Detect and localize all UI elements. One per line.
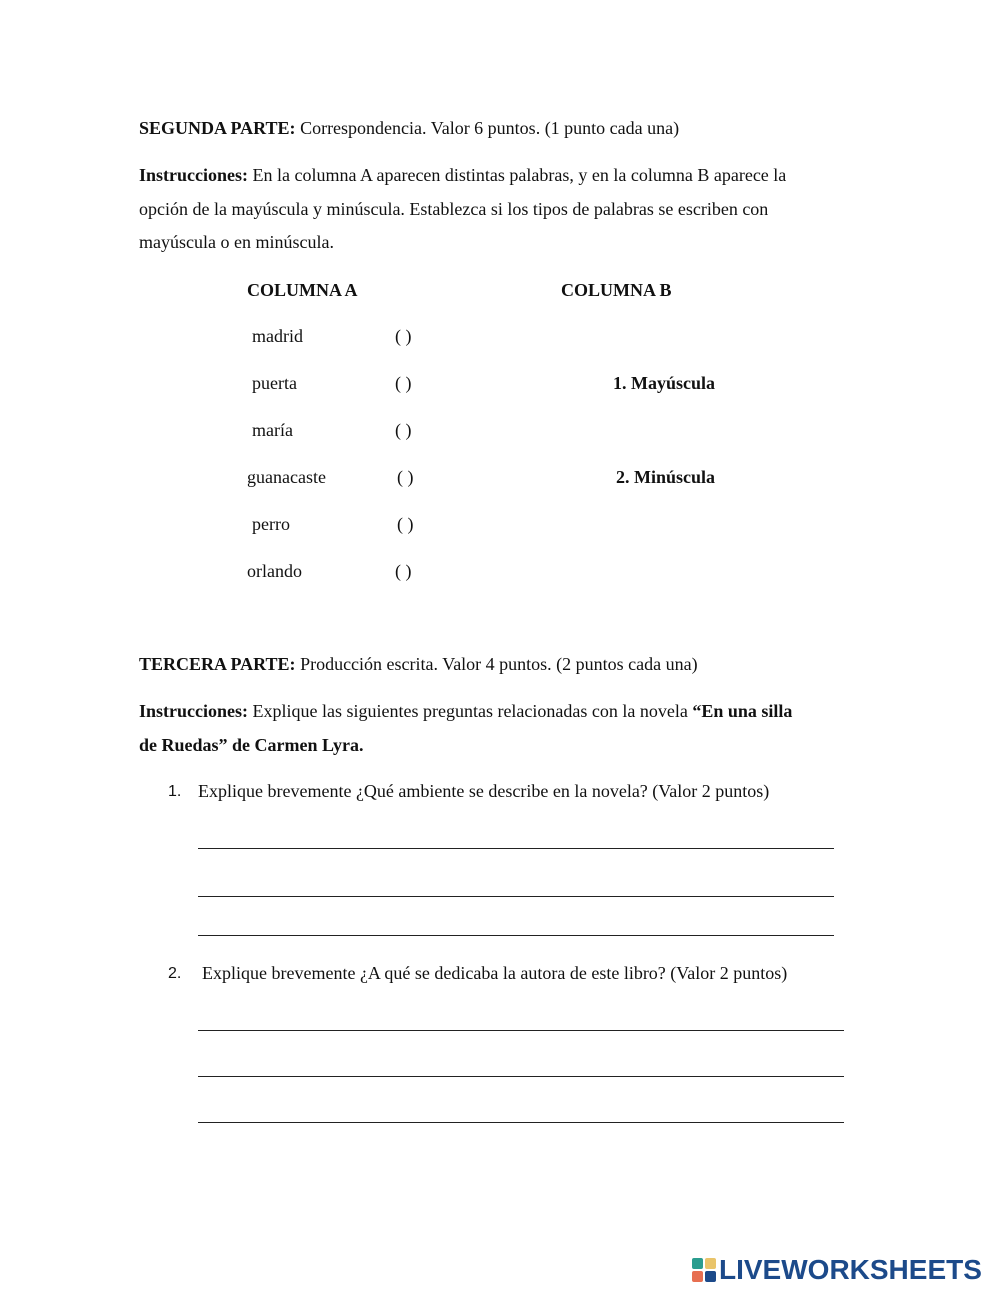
answer-line-1c[interactable] — [198, 935, 834, 936]
answer-slot-3[interactable]: ( ) — [395, 420, 412, 440]
column-a-title: COLUMNA A — [247, 280, 358, 300]
segunda-instr-text-1: En la columna A aparecen distintas palabras, y en la columna B aparece la — [252, 165, 787, 185]
tercera-instructions-line1 — [139, 694, 792, 728]
question-2-number: 2. — [168, 965, 182, 982]
liveworksheets-logo — [692, 1256, 982, 1284]
tercera-instr-bold-1: “En una silla — [692, 701, 793, 721]
tercera-heading-line — [139, 647, 698, 681]
answer-slot-5[interactable]: ( ) — [397, 514, 414, 534]
word-madrid: madrid — [252, 326, 303, 346]
tercera-instructions-line2: de Ruedas” de Carmen Lyra. — [139, 735, 364, 755]
question-2-text: Explique brevemente ¿A qué se dedicaba la autora de este libro? (Valor 2 puntos) — [202, 963, 788, 983]
word-maria: maría — [252, 420, 293, 440]
tercera-instr-label: Instrucciones: — [139, 701, 248, 721]
segunda-instr-label: Instrucciones: — [139, 165, 248, 185]
answer-slot-6[interactable]: ( ) — [395, 561, 412, 581]
segunda-heading-line — [139, 111, 679, 145]
answer-slot-4[interactable]: ( ) — [397, 467, 414, 487]
answer-line-1b[interactable] — [198, 896, 834, 897]
answer-slot-1[interactable]: ( ) — [395, 326, 412, 346]
column-b-title: COLUMNA B — [561, 280, 672, 300]
segunda-instructions-line2: opción de la mayúscula y minúscula. Establezca si los tipos de palabras se escriben con — [139, 199, 769, 219]
segunda-instructions-line3: mayúscula o en minúscula. — [139, 232, 334, 252]
word-guanacaste: guanacaste — [247, 467, 326, 487]
question-1-number: 1. — [168, 783, 182, 800]
word-puerta: puerta — [252, 373, 297, 393]
answer-line-2b[interactable] — [198, 1076, 844, 1077]
tercera-heading: TERCERA PARTE: — [139, 654, 296, 674]
liveworksheets-logo-icon — [692, 1258, 716, 1282]
answer-line-2c[interactable] — [198, 1122, 844, 1123]
segunda-heading: SEGUNDA PARTE: — [139, 118, 296, 138]
word-orlando: orlando — [247, 561, 302, 581]
word-perro: perro — [252, 514, 290, 534]
liveworksheets-logo-text: LIVEWORKSHEETS — [719, 1254, 982, 1285]
answer-slot-2[interactable]: ( ) — [395, 373, 412, 393]
answer-line-2a[interactable] — [198, 1030, 844, 1031]
option-minuscula: 2. Minúscula — [616, 467, 716, 487]
tercera-instr-text: Explique las siguientes preguntas relacionadas con la novela — [252, 701, 688, 721]
option-mayuscula: 1. Mayúscula — [613, 373, 716, 393]
segunda-instructions-line1 — [139, 158, 786, 192]
tercera-heading-rest: Producción escrita. Valor 4 puntos. (2 puntos cada una) — [300, 654, 698, 674]
answer-line-1a[interactable] — [198, 848, 834, 849]
question-1-text: Explique brevemente ¿Qué ambiente se describe en la novela? (Valor 2 puntos) — [198, 781, 770, 801]
segunda-heading-rest: Correspondencia. Valor 6 puntos. (1 punto cada una) — [300, 118, 680, 138]
